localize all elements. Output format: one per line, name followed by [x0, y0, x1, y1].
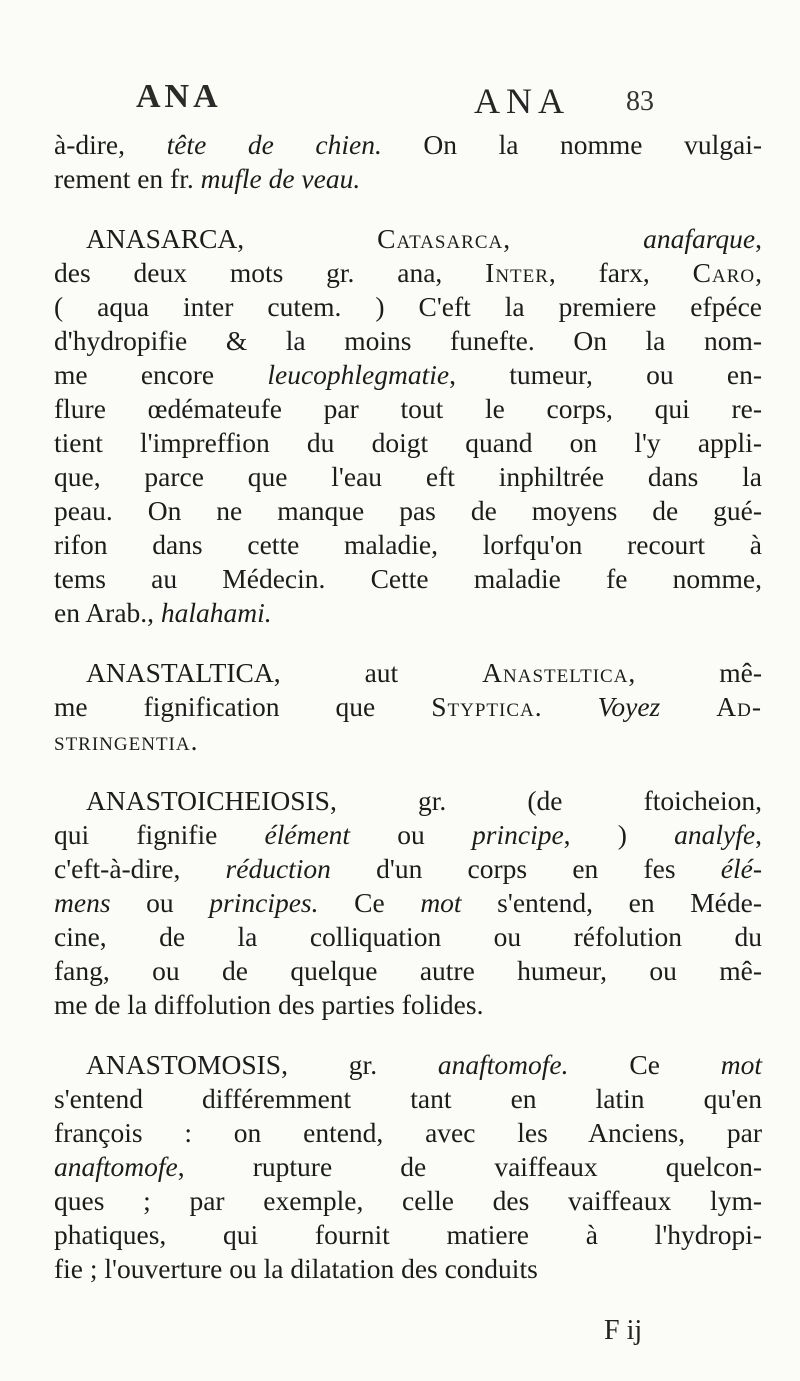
text-line [54, 162, 762, 196]
header-right-word: ANA [474, 81, 570, 121]
italic-term: anafarque [643, 223, 756, 254]
text-line [54, 128, 762, 162]
text-line [54, 886, 762, 920]
text-line [54, 818, 762, 852]
text-run: , mê- [628, 657, 762, 688]
text-line [54, 920, 762, 954]
small-caps-term: Caro [692, 257, 756, 288]
text-line [54, 562, 762, 596]
text-run: fang, ou de quelque autre humeur, ou mê- [54, 955, 762, 986]
italic-term: réduction [225, 853, 331, 884]
text-line [54, 324, 762, 358]
text-run: d'hydropifie & la moins funefte. On la nom- [54, 325, 762, 356]
text-run: me encore [54, 359, 268, 390]
text-line [54, 358, 762, 392]
text-run: s'entend différemment tant en latin qu'en [54, 1083, 762, 1114]
entry-continuation [54, 128, 762, 196]
text-run: ou [110, 887, 210, 918]
text-run: qui fignifie [54, 819, 265, 850]
italic-term: Voyez [597, 691, 661, 722]
italic-term: mot [420, 887, 462, 918]
text-run: s'entend, en Méde- [461, 887, 762, 918]
text-line [54, 656, 762, 690]
text-line [54, 954, 762, 988]
text-line [54, 690, 762, 724]
text-line [54, 528, 762, 562]
text-line [54, 392, 762, 426]
text-run: françois : on entend, avec les Anciens, par [54, 1117, 762, 1148]
italic-term: leucophlegmatie [267, 359, 450, 390]
text-run: , [755, 819, 762, 850]
text-run: rement en fr. [54, 163, 201, 194]
text-run: à-dire, [54, 129, 167, 160]
italic-term: halahami. [160, 597, 272, 628]
text-line [54, 852, 762, 886]
text-run: d'un corps en fes [330, 853, 721, 884]
text-line [54, 1184, 762, 1218]
text-run: Ce [318, 887, 421, 918]
text-run: , [755, 257, 762, 288]
running-header [0, 78, 800, 126]
italic-term: principes. [209, 887, 319, 918]
text-run: des deux mots gr. ana, [54, 257, 486, 288]
text-run: ANASTALTICA, aut [86, 657, 483, 688]
text-run: ANASTOMOSIS, gr. [86, 1049, 438, 1080]
entry-anastaltica [54, 656, 762, 758]
italic-term: tête de chien. [166, 129, 382, 160]
entry-anastoicheiosis [54, 784, 762, 1022]
small-caps-term: stringentia. [54, 725, 199, 756]
text-line [54, 1116, 762, 1150]
text-line [54, 1252, 762, 1286]
text-run: , rupture de vaiffeaux quelcon- [177, 1151, 762, 1182]
small-caps-term: Anasteltica [482, 657, 629, 688]
dictionary-entries [54, 128, 762, 1312]
entry-anasarca [54, 222, 762, 630]
text-run: c'eft-à-dire, [54, 853, 226, 884]
text-line [54, 426, 762, 460]
text-line [54, 1218, 762, 1252]
italic-term: mens [54, 887, 111, 918]
text-line [54, 1082, 762, 1116]
text-run: ANASTOICHEIOSIS, gr. (de ftoicheion, [86, 785, 762, 816]
text-line [54, 460, 762, 494]
small-caps-term: Inter [485, 257, 549, 288]
text-line [54, 256, 762, 290]
small-caps-term: Catasarca [377, 223, 504, 254]
text-run: ques ; par exemple, celle des vaiffeaux lym- [54, 1185, 762, 1216]
text-run: ANASARCA, [86, 223, 378, 254]
text-line [54, 784, 762, 818]
text-run: tems au Médecin. Cette maladie fe nomme, [54, 563, 762, 594]
signature-mark: F ij [604, 1315, 643, 1346]
italic-term: anaftomofe. [437, 1049, 569, 1080]
text-run: ( aqua inter cutem. ) C'eft la premiere efpéce [54, 291, 762, 322]
text-run: ou [350, 819, 473, 850]
text-run: , ) [563, 819, 675, 850]
text-run: fie ; l'ouverture ou la dilatation des conduits [54, 1253, 538, 1284]
text-run: , farx, [548, 257, 693, 288]
text-line [54, 222, 762, 256]
text-run: me fignification que [54, 691, 432, 722]
text-run: , [503, 223, 644, 254]
text-run: . [534, 691, 598, 722]
italic-term: mufle de veau. [200, 163, 361, 194]
italic-term: élé- [720, 853, 762, 884]
text-run [660, 691, 716, 722]
text-run: cine, de la colliquation ou réfolution du [54, 921, 762, 952]
text-run: On la nomme vulgai- [381, 129, 762, 160]
small-caps-term: Styptica [431, 691, 535, 722]
small-caps-term: Ad- [716, 691, 762, 722]
italic-term: analyfe [674, 819, 756, 850]
text-run: me de la diffolution des parties folides. [54, 989, 484, 1020]
italic-term: élément [264, 819, 351, 850]
page-number: 83 [626, 86, 654, 117]
italic-term: anaftomofe [54, 1151, 178, 1182]
text-line [54, 494, 762, 528]
text-line [54, 1150, 762, 1184]
header-left-word: ANA [136, 78, 222, 115]
text-run: en Arab., [54, 597, 161, 628]
text-run: , [755, 223, 762, 254]
italic-term: principe [472, 819, 564, 850]
text-run: que, parce que l'eau eft inphiltrée dans la [54, 461, 762, 492]
text-run: , tumeur, ou en- [449, 359, 762, 390]
text-run: rifon dans cette maladie, lorfqu'on recourt à [54, 529, 762, 560]
text-run: phatiques, qui fournit matiere à l'hydropi- [54, 1219, 762, 1250]
entry-anastomosis [54, 1048, 762, 1286]
text-run: tient l'impreffion du doigt quand on l'y appli- [54, 427, 762, 458]
text-line [54, 596, 762, 630]
italic-term: mot [720, 1049, 762, 1080]
text-line [54, 1048, 762, 1082]
text-run: peau. On ne manque pas de moyens de gué- [54, 495, 762, 526]
text-run: flure œdémateufe par tout le corps, qui re- [54, 393, 762, 424]
text-line [54, 988, 762, 1022]
text-run: Ce [568, 1049, 721, 1080]
text-line [54, 290, 762, 324]
text-line [54, 724, 762, 758]
